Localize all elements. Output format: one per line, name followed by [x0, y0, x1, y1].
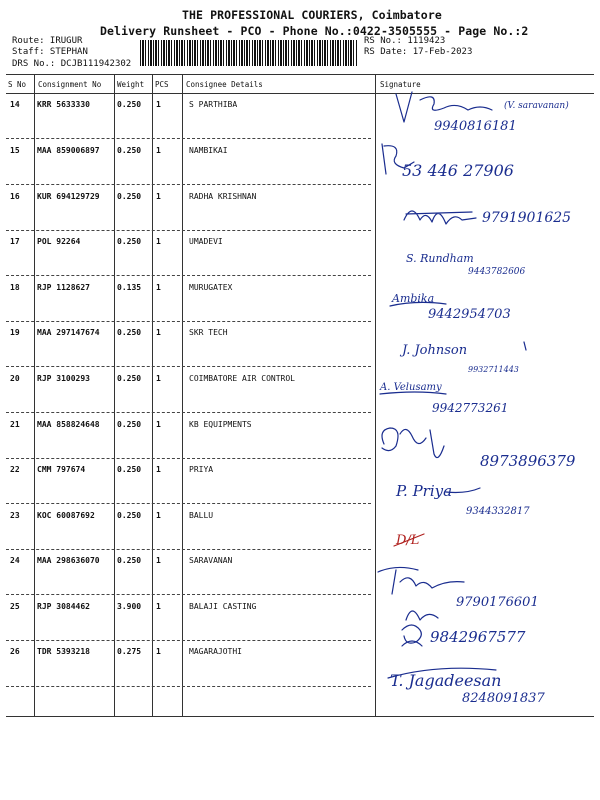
cell-weight: 0.250	[117, 420, 142, 429]
signature-row-15	[382, 144, 514, 180]
cell-pcs: 1	[156, 328, 161, 337]
row-separator	[6, 138, 371, 139]
cell-sno: 14	[10, 100, 20, 109]
handwriting-text: 9443782606	[468, 267, 526, 277]
signature-stroke	[382, 428, 444, 458]
cell-sno: 19	[10, 328, 20, 337]
handwriting-text: 9942773261	[432, 401, 509, 415]
cell-weight: 0.250	[117, 511, 142, 520]
row-separator	[6, 412, 371, 413]
handwriting-text: 9940816181	[434, 119, 517, 134]
cell-cno: RJP 3084462	[37, 602, 90, 611]
cell-pcs: 1	[156, 374, 161, 383]
row-separator	[6, 366, 371, 367]
handwriting-text: 9344332817	[466, 506, 530, 517]
column-divider	[182, 74, 183, 716]
cell-sno: 20	[10, 374, 20, 383]
row-separator	[6, 230, 371, 231]
cell-weight: 0.250	[117, 100, 142, 109]
col-header-consignment: Consignment No	[38, 80, 102, 89]
cell-pcs: 1	[156, 420, 161, 429]
signature-row-21	[382, 428, 576, 470]
cell-consignee: RADHA KRISHNAN	[189, 192, 257, 201]
delivered-mark: D/L	[396, 533, 420, 548]
cell-weight: 0.250	[117, 556, 142, 565]
row-separator	[6, 458, 371, 459]
signature-row-22	[395, 482, 530, 517]
cell-cno: RJP 3100293	[37, 374, 90, 383]
signature-row-16	[404, 210, 571, 226]
cell-sno: 21	[10, 420, 20, 429]
cell-weight: 0.250	[117, 465, 142, 474]
cell-weight: 0.250	[117, 328, 142, 337]
signature-row-19	[399, 342, 526, 374]
signature-row-18	[390, 292, 511, 322]
cell-pcs: 1	[156, 556, 161, 565]
cell-sno: 18	[10, 283, 20, 292]
signature-row-24	[378, 567, 539, 610]
column-divider	[152, 74, 153, 716]
cell-cno: KUR 694129729	[37, 192, 100, 201]
handwriting-text: 8973896379	[480, 452, 576, 470]
signature-row-17	[406, 252, 526, 277]
handwriting-text: Ambika	[392, 292, 435, 305]
cell-pcs: 1	[156, 647, 161, 656]
cell-sno: 17	[10, 237, 20, 246]
cell-consignee: SARAVANAN	[189, 556, 233, 565]
row-separator	[6, 549, 371, 550]
handwriting-text: S. Rundham	[406, 252, 474, 265]
row-separator	[6, 503, 371, 504]
cell-consignee: NAMBIKAI	[189, 146, 228, 155]
cell-sno: 23	[10, 511, 20, 520]
company-title: THE PROFESSIONAL COURIERS, Coimbatore	[182, 8, 442, 22]
cell-weight: 0.250	[117, 146, 142, 155]
cell-sno: 15	[10, 146, 20, 155]
cell-cno: KRR 5633330	[37, 100, 90, 109]
cell-cno: CMM 797674	[37, 465, 86, 474]
cell-pcs: 1	[156, 192, 161, 201]
route-label: Route: IRUGUR	[12, 36, 83, 46]
column-divider	[34, 74, 35, 716]
col-header-sno: S No	[8, 80, 27, 89]
handwriting-text: 9442954703	[428, 307, 511, 322]
cell-cno: RJP 1128627	[37, 283, 90, 292]
cell-consignee: UMADEVI	[189, 237, 223, 246]
cell-cno: MAA 297147674	[37, 328, 100, 337]
signature-stroke	[396, 92, 492, 122]
signature-row-25	[402, 611, 526, 646]
handwriting-text: 8248091837	[462, 691, 545, 706]
handwriting-text: 9932711443	[468, 365, 519, 374]
cell-consignee: S PARTHIBA	[189, 100, 238, 109]
col-header-pcs: PCS	[155, 80, 169, 89]
handwriting-text: 9791901625	[482, 210, 572, 226]
signature-column	[376, 74, 594, 716]
row-separator	[6, 640, 371, 641]
signature-row-23	[394, 533, 424, 548]
handwriting-text: 9842967577	[430, 628, 526, 646]
column-divider	[114, 74, 115, 716]
cell-sno: 26	[10, 647, 20, 656]
row-separator	[6, 686, 371, 687]
row-separator	[6, 594, 371, 595]
cell-consignee: SKR TECH	[189, 328, 228, 337]
rs-number: RS No.: 1119423	[364, 36, 446, 46]
cell-sno: 24	[10, 556, 20, 565]
cell-pcs: 1	[156, 146, 161, 155]
handwriting-text: T. Jagadeesan	[390, 671, 502, 690]
handwriting-text: P. Priya	[396, 482, 453, 500]
cell-weight: 0.275	[117, 647, 142, 656]
cell-pcs: 1	[156, 602, 161, 611]
cell-cno: POL 92264	[37, 237, 81, 246]
cell-cno: TDR 5393218	[37, 647, 90, 656]
col-header-consignee: Consignee Details	[186, 80, 263, 89]
cell-consignee: MURUGATEX	[189, 283, 233, 292]
cell-pcs: 1	[156, 511, 161, 520]
signature-row-26	[388, 668, 545, 706]
handwriting-text: A. Velusamy	[380, 382, 442, 393]
cell-consignee: BALLU	[189, 511, 214, 520]
handwriting-text: J. Johnson	[402, 343, 468, 358]
handwriting-text: 53 446 27906	[402, 161, 514, 180]
row-separator	[6, 184, 371, 185]
col-header-weight: Weight	[117, 80, 145, 89]
cell-cno: MAA 859006897	[37, 146, 100, 155]
cell-weight: 0.135	[117, 283, 142, 292]
row-separator	[6, 321, 371, 322]
cell-consignee: COIMBATORE AIR CONTROL	[189, 374, 295, 383]
cell-cno: MAA 298636070	[37, 556, 100, 565]
handwriting-text: 9790176601	[456, 595, 539, 610]
cell-consignee: PRIYA	[189, 465, 214, 474]
signature-row-14	[396, 92, 569, 134]
cell-weight: 0.250	[117, 192, 142, 201]
cell-consignee: MAGARAJOTHI	[189, 647, 242, 656]
cell-pcs: 1	[156, 100, 161, 109]
cell-cno: MAA 858824648	[37, 420, 100, 429]
cell-sno: 22	[10, 465, 20, 474]
signature-stroke	[524, 342, 526, 350]
cell-consignee: BALAJI CASTING	[189, 602, 257, 611]
row-separator	[6, 275, 371, 276]
cell-pcs: 1	[156, 237, 161, 246]
staff-label: Staff: STEPHAN	[12, 47, 88, 57]
cell-cno: KOC 60087692	[37, 511, 95, 520]
rs-date: RS Date: 17-Feb-2023	[364, 47, 473, 57]
table-bottom-rule	[6, 716, 594, 717]
cell-weight: 0.250	[117, 237, 142, 246]
cell-weight: 3.900	[117, 602, 142, 611]
handwriting-text: (V. saravanan)	[504, 101, 569, 111]
cell-pcs: 1	[156, 283, 161, 292]
cell-sno: 25	[10, 602, 20, 611]
cell-sno: 16	[10, 192, 20, 201]
cell-pcs: 1	[156, 465, 161, 474]
drs-number: DRS No.: DCJB111942302	[12, 59, 132, 69]
barcode-image	[140, 40, 358, 66]
signature-stroke	[404, 211, 476, 224]
col-header-signature: Signature	[380, 80, 421, 89]
signature-row-20	[379, 382, 508, 415]
cell-consignee: KB EQUIPMENTS	[189, 420, 252, 429]
cell-weight: 0.250	[117, 374, 142, 383]
signature-stroke	[378, 567, 464, 594]
runsheet-title: Delivery Runsheet - PCO - Phone No.:0422-3505555 - Page No.:2	[100, 24, 529, 38]
